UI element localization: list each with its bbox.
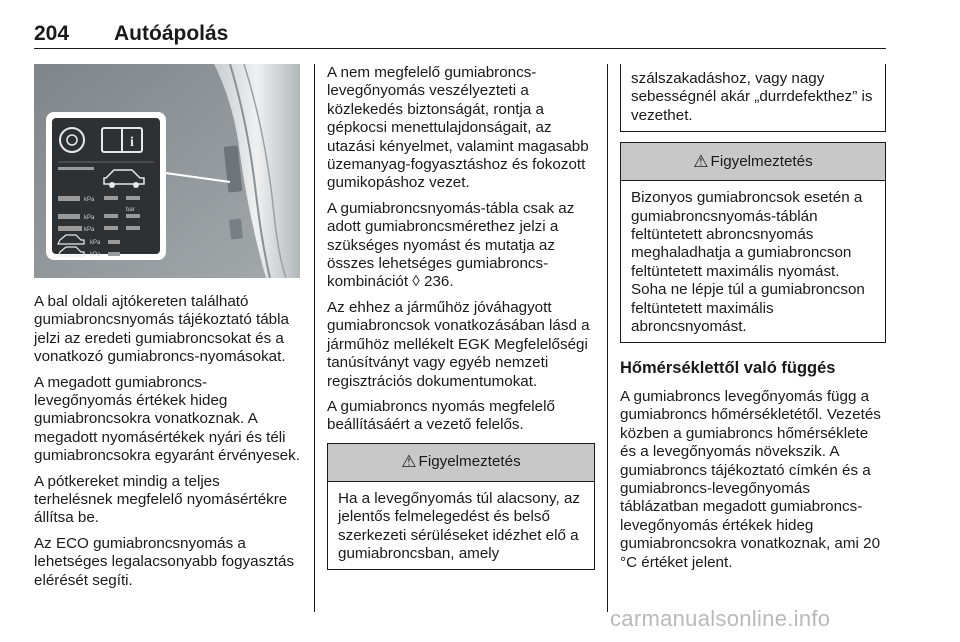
warning-triangle-icon: ⚠	[693, 151, 709, 171]
paragraph: Az ECO gumiabroncsnyomás a lehetséges legalacsonyabb fogyasztás elérését segíti.	[34, 534, 295, 589]
unit-label: bar	[126, 207, 135, 213]
unit-label: kPa	[84, 197, 95, 203]
page-number: 204	[34, 22, 70, 45]
unit-label: kPa	[90, 252, 101, 258]
unit-label: kPa	[84, 215, 95, 221]
warning-body: Bizonyos gumiabroncsok esetén a gumiabroncsnyomás-táblán feltüntetett abroncsnyomás meghaladhatja a gumiabroncson feltüntetett maximális nyomást. Soha ne lépje túl a gumiabroncson feltüntetett maximális abroncsnyomást.	[631, 189, 865, 336]
warning-header	[328, 444, 594, 482]
paragraph: A bal oldali ajtókereten található gumiabroncsnyomás tájékoztató tábla jelzi az eredeti gumiabroncsokat és a vonatkozó gumiabroncs-nyomásokat.	[34, 293, 289, 366]
warning-continuation: szálszakadáshoz, vagy nagy sebességnél akár „durrdefekthez” is vezethet.	[620, 64, 886, 132]
warning-body: Ha a levegőnyomás túl alacsony, az jelentős felmelegedést és belső szerkezeti sérüléseket idézhet elő a gumiabroncsban, amely	[338, 489, 581, 562]
unit-label: kPa	[90, 240, 101, 246]
watermark: carmanualsonline.info	[610, 606, 831, 631]
warning-title: Figyelmeztetés	[710, 152, 813, 170]
unit-label: kPa	[84, 227, 95, 233]
paragraph-text: A gumiabroncsnyomás-tábla csak az adott gumiabroncsmérethez jelzi a szükséges nyomást és mutatja az összes lehetséges gumiabroncs-kombinációt	[327, 199, 575, 291]
page-header	[34, 22, 886, 54]
column-right	[620, 64, 886, 579]
page-title: Autóápolás	[114, 22, 229, 45]
paragraph: A nem megfelelő gumiabroncs-levegőnyomás veszélyezteti a közlekedés biztonságát, rontja a gépkocsi menettulajdonságait, az utazási kényelmet, valamint magasabb üzemanyag-fogyasztáshoz és fokozott gumikopáshoz vezet.	[327, 64, 589, 192]
warning-title: Figyelmeztetés	[418, 453, 521, 471]
column-left	[34, 64, 300, 597]
warning-triangle-icon: ⚠	[401, 452, 417, 472]
paragraph: Az ehhez a járműhöz jóváhagyott gumiabroncsok vonatkozásában lásd a járműhöz mellékelt EGK Megfelelőségi tanúsítványt vagy egyéb nemzeti regisztrációs dokumentumokat.	[327, 298, 590, 390]
paragraph: A gumiabroncs levegőnyomás függ a gumiabroncs hőmérsékletétől. Vezetés közben a gumiabroncs hőmérséklete és a levegőnyomás növekszik. A gumiabroncs tájékoztató címkén és a gumiabroncs-levegőnyomás táblázatban megadott gumiabroncs-levegőnyomás értékek hideg gumiabroncsokra vonatkoznak, ami 20 °C értéket jelent.	[620, 387, 881, 571]
cross-reference-link[interactable]: 236.	[424, 273, 454, 291]
tire-pressure-label-photo	[34, 64, 300, 278]
column-middle	[327, 64, 595, 570]
section-heading: Hőmérséklettől való függés	[620, 359, 836, 378]
warning-box	[327, 443, 595, 571]
column-divider	[314, 64, 315, 612]
warning-header	[621, 143, 885, 181]
door-frame-illustration	[34, 64, 300, 278]
warning-box	[620, 142, 886, 343]
paragraph: A megadott gumiabroncs-levegőnyomás értékek hideg gumiabroncsokra vonatkoznak. A megadott nyomásértékek nyári és téli gumiabroncsokra egyaránt érvényesek.	[34, 373, 300, 465]
cross-reference-icon: ◊	[412, 273, 420, 291]
paragraph	[327, 200, 595, 292]
paragraph: A pótkereket mindig a teljes terhelésnek megfelelő nyomásértékre állítsa be.	[34, 472, 288, 527]
column-divider	[607, 64, 608, 612]
svg-text:i: i	[130, 135, 134, 150]
header-rule	[34, 48, 886, 49]
paragraph: A gumiabroncs nyomás megfelelő beállításáért a vezető felelős.	[327, 397, 555, 434]
